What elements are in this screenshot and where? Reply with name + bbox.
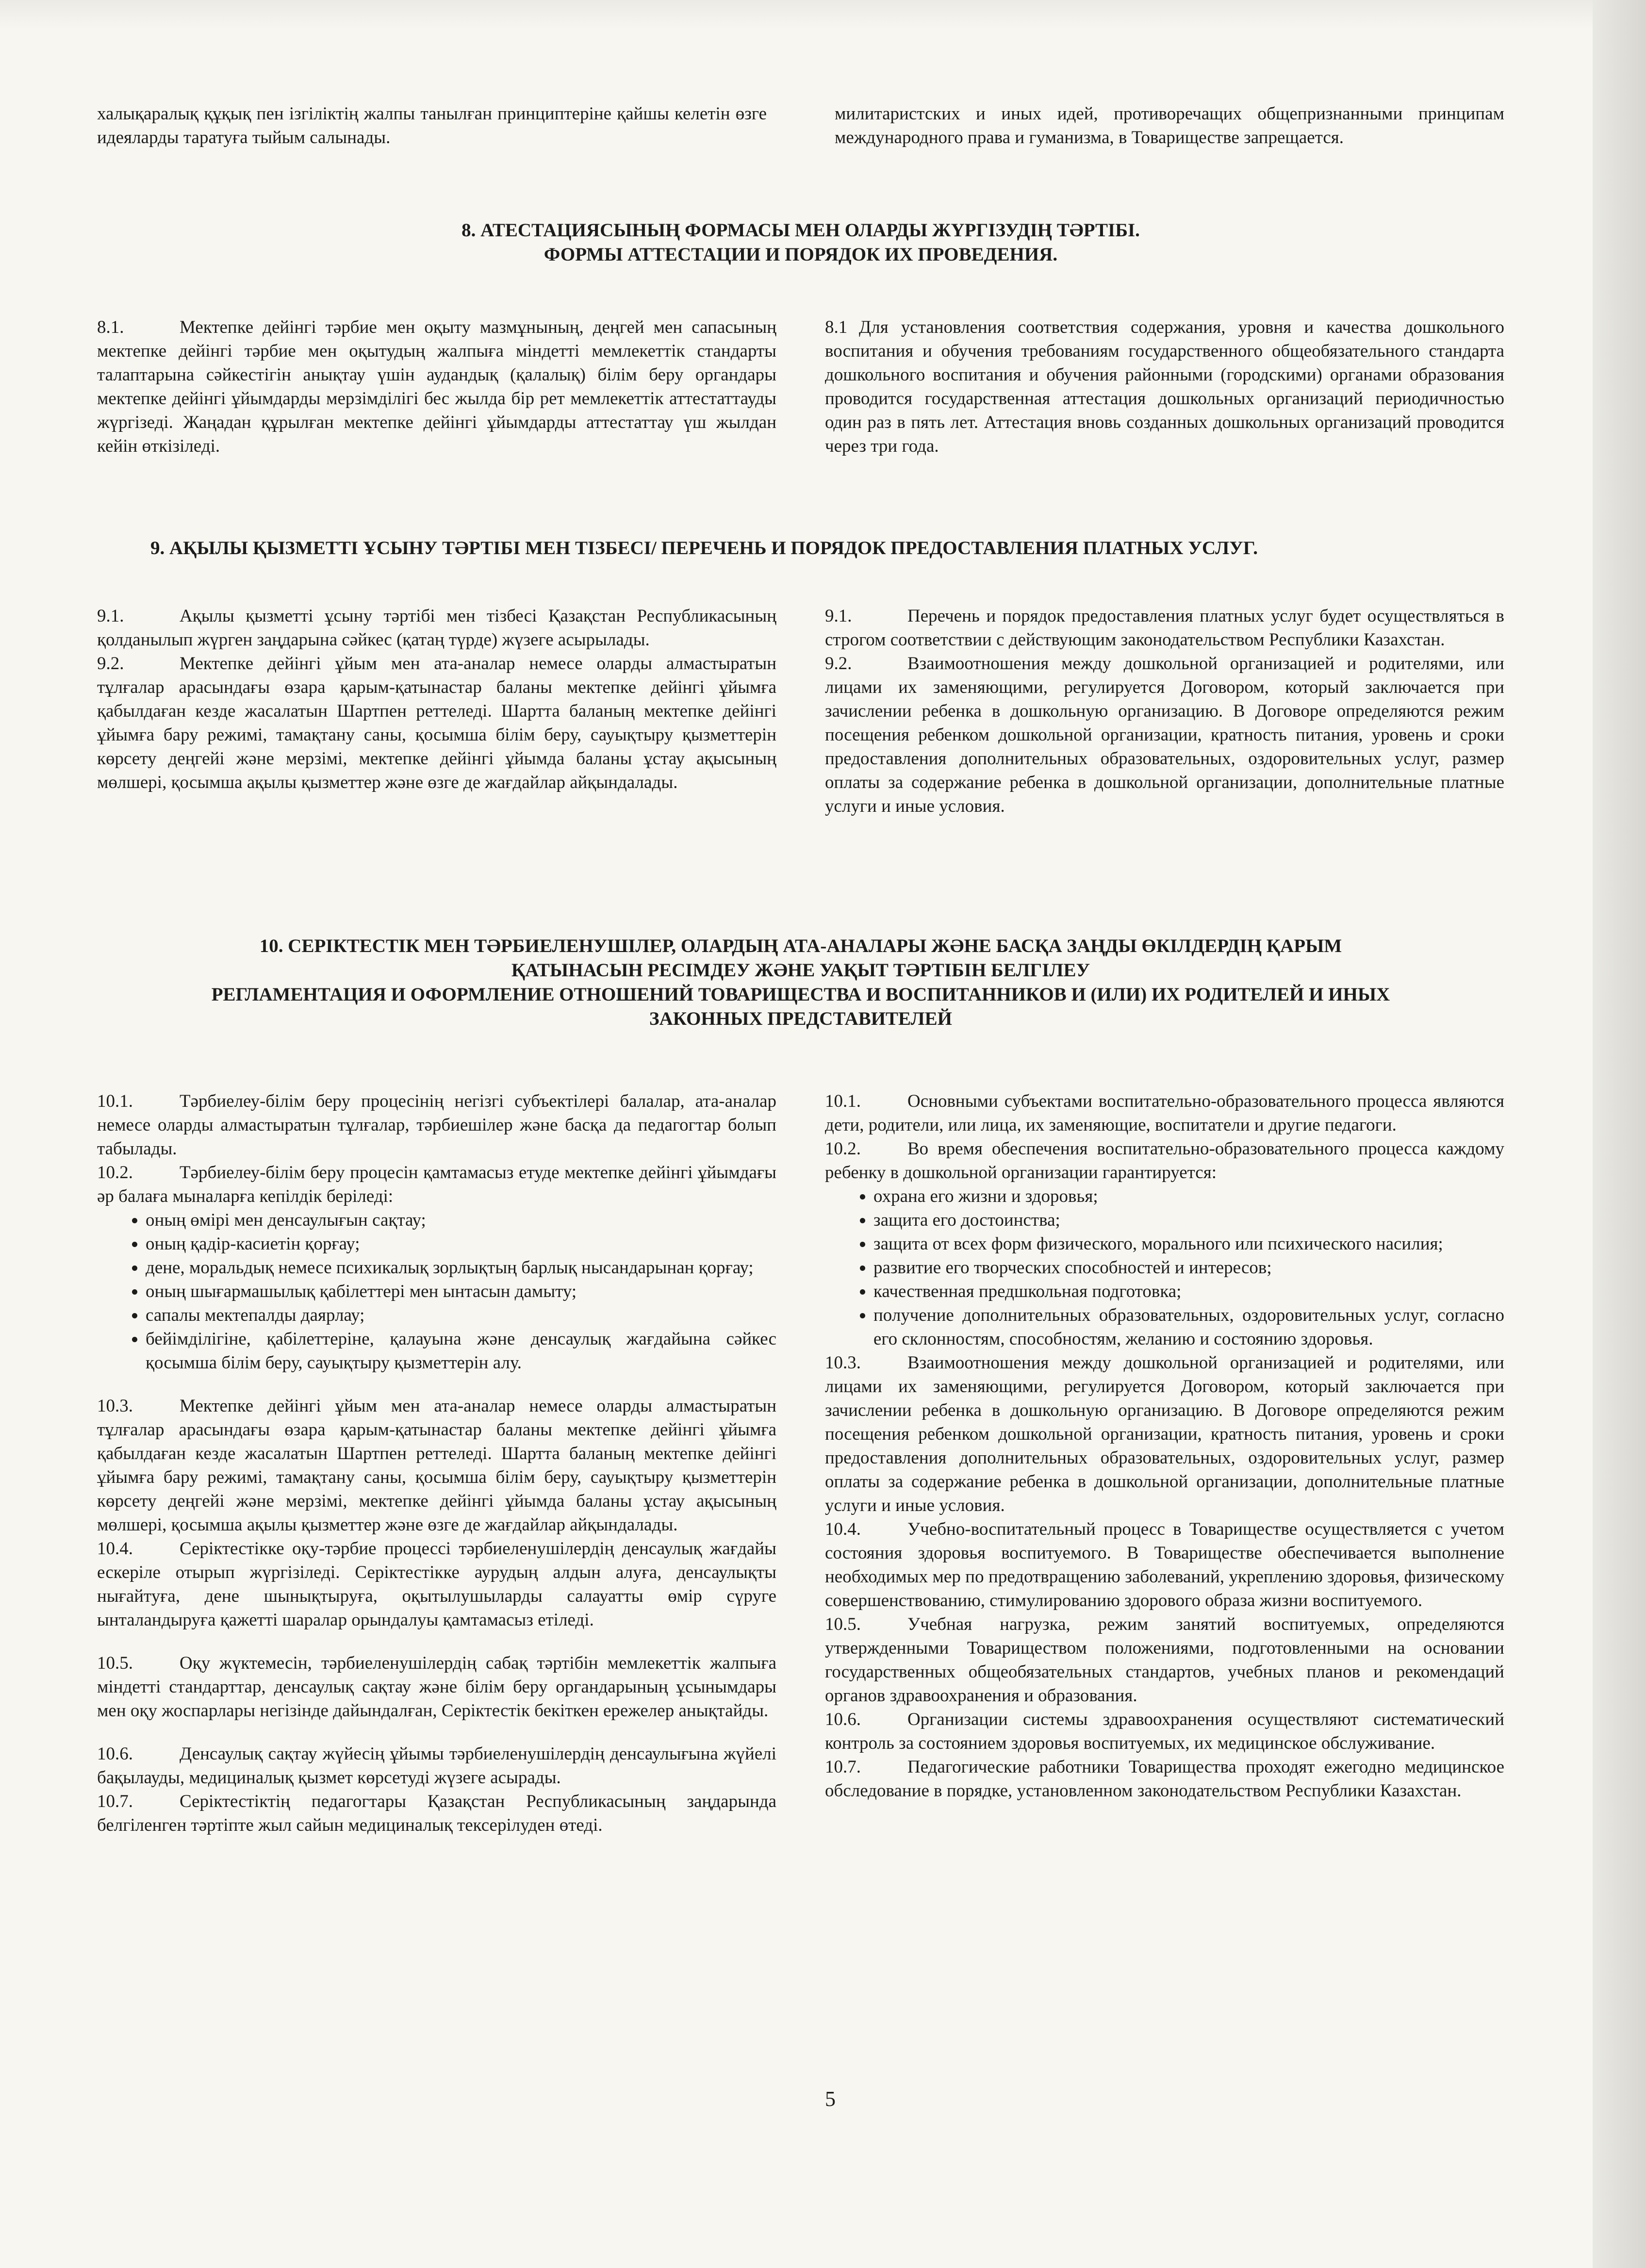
list-item: • дене, моральдық немесе психикалық зорлықтың барлық нысандарынан қорғау; (146, 1256, 776, 1280)
list-item: • оның шығармашылық қабілеттері мен ынтасын дамыту; (146, 1280, 776, 1303)
section-8-title-ru: ФОРМЫ АТТЕСТАЦИИ И ПОРЯДОК ИХ ПРОВЕДЕНИЯ. (543, 244, 1058, 265)
paragraph: 9.1. Ақылы қызметті ұсыну тәртібі мен тізбесі Қазақстан Республикасының қолданылып жүрген заңдарына сәйкес (қатаң түрде) жүзеге асырылады. (97, 606, 776, 650)
section-9-kk-column (97, 604, 776, 818)
list-item: • качественная предшкольная подготовка; (873, 1280, 1504, 1303)
paragraph: 10.6. Организации системы здравоохранения осуществляют систематический контроль за состоянием здоровья воспитуемых, их медицинское обслуживание. (825, 1709, 1504, 1753)
continuation-kk: халықаралық құқық пен ізгіліктің жалпы танылған принциптеріне қайшы келетін өзге идеяларды таратуға тыйым салынады. (97, 104, 767, 148)
paragraph: 10.3. Мектепке дейінгі ұйым мен ата-аналар немесе оларды алмастыратын тұлғалар арасындағы өзара қарым-қатынастар баланы мектепке дейінгі ұйымға қабылдаған кезде жасалатын Шартпен реттеледі. Шартта баланың мектепке дейінгі ұйымға бару режимі, тамақтану саны, қосымша білім беру, сауықтыру қызметтерін көрсету деңгейі және мерзімі, мектепке дейінгі ұйымда баланы ұстау ақысының мөлшері, қосымша ақылы қызметтер және өзге де жағдайлар айқындалады. (97, 1396, 776, 1535)
section-10-title-kk-line2: ҚАТЫНАСЫН РЕСІМДЕУ ЖӘНЕ УАҚЫТ ТӘРТІБІН БЕЛГІЛЕУ (511, 960, 1090, 981)
paragraph: 9.2. Взаимоотношения между дошкольной организацией и родителями, или лицами их заменяющими, регулируется Договором, который заключается при зачислении ребенка в дошкольную организацию. В Договоре определяются режим посещения ребенком дошкольной организации, кратность питания, уровень и сроки предоставления дополнительных образовательных, оздоровительных услуг, размер оплаты за содержание ребенка в дошкольной организации, дополнительные платные услуги и иные условия. (825, 654, 1504, 816)
section-8-title-kk: 8. АТЕСТАЦИЯСЫНЫҢ ФОРМАСЫ МЕН ОЛАРДЫ ЖҮРГІЗУДІҢ ТӘРТІБІ. (461, 220, 1140, 241)
paragraph: 9.2. Мектепке дейінгі ұйым мен ата-аналар немесе оларды алмастыратын тұлғалар арасындағы өзара қарым-қатынастар баланы мектепке дейінгі ұйымға қабылдаған кезде жасалатын Шартпен реттеледі. Шартта баланың мектепке дейінгі ұйымға бару режимі, тамақтану саны, қосымша білім беру, сауықтыру қызметтерін көрсету деңгейі және мерзімі, мектепке дейінгі ұйымда баланы ұстау ақысының мөлшері, қосымша ақылы қызметтер және өзге де жағдайлар айқындалады. (97, 654, 776, 792)
paragraph: 8.1 Для установления соответствия содержания, уровня и качества дошкольного воспитания и обучения требованиям государственного общеобязательного стандарта дошкольного воспитания и обучения районными (городскими) органами образования проводится государственная аттестация дошкольных организаций периодичностью один раз в пять лет. Аттестация вновь созданных дошкольных организаций проводится через три года. (825, 317, 1504, 456)
paragraph: 10.1. Основными субъектами воспитательно-образовательного процесса являются дети, родители, или лица, их заменяющие, воспитатели и другие педагоги. (825, 1091, 1504, 1135)
list-item: • оның өмірі мен денсаулығын сақтау; (146, 1208, 776, 1232)
section-8-ru-column (825, 315, 1504, 458)
section-9-title: 9. АҚЫЛЫ ҚЫЗМЕТТІ ҰСЫНУ ТӘРТІБІ МЕН ТІЗБЕСІ/ ПЕРЕЧЕНЬ И ПОРЯДОК ПРЕДОСТАВЛЕНИЯ ПЛАТНЫХ УСЛУГ. (150, 538, 1258, 559)
list-item: • развитие его творческих способностей и интересов; (873, 1256, 1504, 1280)
list-item: • получение дополнительных образовательных, оздоровительных услуг, согласно его склонностям, способностям, желанию и состоянию здоровья. (873, 1303, 1504, 1351)
section-10-title-ru-line1: РЕГЛАМЕНТАЦИЯ И ОФОРМЛЕНИЕ ОТНОШЕНИЙ ТОВАРИЩЕСТВА И ВОСПИТАННИКОВ И (ИЛИ) ИХ РОДИТЕЛЕЙ И ИНЫХ (211, 984, 1390, 1005)
paragraph: 10.4. Учебно-воспитательный процесс в Товариществе осуществляется с учетом состояния здоровья воспитуемого. В Товариществе обеспечивается выполнение необходимых мер по предотвращению заболеваний, укреплению здоровья, физическому совершенствованию, стимулированию здорового образа жизни воспитуемого. (825, 1519, 1504, 1611)
section-9-ru-column (825, 604, 1504, 818)
paragraph: 10.3. Взаимоотношения между дошкольной организацией и родителями, или лицами их заменяющими, регулируется Договором, который заключается при зачислении ребенка в дошкольную организацию. В Договоре определяются режим посещения ребенком дошкольной организации, кратность питания, уровень и сроки предоставления дополнительных образовательных, оздоровительных услуг, размер оплаты за содержание ребенка в дошкольной организации, дополнительные платные услуги и иные условия. (825, 1353, 1504, 1515)
section-9 (97, 536, 1504, 818)
section-10-title-ru-line2: ЗАКОННЫХ ПРЕДСТАВИТЕЛЕЙ (649, 1008, 952, 1029)
paragraph: 10.7. Педагогические работники Товарищества проходят ежегодно медицинское обследование в порядке, установленном законодательством Республики Казахстан. (825, 1757, 1504, 1801)
section-10 (97, 934, 1504, 1837)
paragraph: 9.1. Перечень и порядок предоставления платных услуг будет осуществляться в строгом соответствии с действующим законодательством Республики Казахстан. (825, 606, 1504, 650)
paragraph: 10.5. Оқу жүктемесін, тәрбиеленушілердің сабақ тәртібін мемлекеттік жалпыға міндетті стандарттар, денсаулық сақтау және білім беру органдарының ұсынымдары мен оқу жоспарлары негізінде дайындалған, Серіктестік бекіткен ережелер анықтайды. (97, 1653, 776, 1721)
list-item: • сапалы мектепалды даярлау; (146, 1303, 776, 1327)
list-item: • защита его достоинства; (873, 1208, 1504, 1232)
continuation-ru: милитаристских и иных идей, противоречащих общепризнанными принципам международного права и гуманизма, в Товариществе запрещается. (835, 104, 1504, 148)
paragraph: 10.2. Тәрбиелеу-білім беру процесін қамтамасыз етуде мектепке дейінгі ұйымдағы әр балаға мыналарға кепілдік беріледі: (97, 1163, 776, 1206)
list-item: • оның қадір-касиетін қорғау; (146, 1232, 776, 1256)
section-10-title-kk-line1: 10. СЕРІКТЕСТІК МЕН ТӘРБИЕЛЕНУШІЛЕР, ОЛАРДЫҢ АТА-АНАЛАРЫ ЖӘНЕ БАСҚА ЗАҢДЫ ӨКІЛДЕРДІҢ ҚАРЫМ (259, 936, 1342, 956)
section-8-kk-column (97, 315, 776, 458)
list-item: • бейімділігіне, қабілеттеріне, қалауына және денсаулық жағдайына сәйкес қосымша білім беру, сауықтыру қызметтерін алу. (146, 1327, 776, 1375)
paragraph: 10.1. Тәрбиелеу-білім беру процесінің негізгі субъектілері балалар, ата-аналар немесе оларды алмастыратын тұлғалар, тәрбиешілер және басқа да педагогтар болып табылады. (97, 1091, 776, 1159)
section-10-kk-column (97, 1089, 776, 1837)
paragraph: 10.4. Серіктестікке оқу-тәрбие процессі тәрбиеленушілердің денсаулық жағдайы ескеріле отырып жүргізіледі. Серіктестікке аурудың алдын алуға, денсаулықты нығайтуға, дене шынықтыруға, оқытылушыларды салауатты өмір сүруге ынталандыруға қажетті шаралар орындалуы қамтамасыз етіледі. (97, 1539, 776, 1630)
continuation-block (97, 102, 1504, 149)
paragraph: 10.6. Денсаулық сақтау жүйесің ұйымы тәрбиеленушілердің денсаулығына жүйелі бақылауды, медициналық қызмет көрсетуді жүзеге асырады. (97, 1744, 776, 1788)
scan-shadow-right (1593, 0, 1646, 2268)
paragraph: 10.2. Во время обеспечения воспитательно-образовательного процесса каждому ребенку в дошкольной организации гарантируется: (825, 1139, 1504, 1183)
list-item: • защита от всех форм физического, морального или психического насилия; (873, 1232, 1504, 1256)
section-8 (97, 218, 1504, 458)
list-item: • охрана его жизни и здоровья; (873, 1184, 1504, 1208)
paragraph: 10.7. Серіктестіктің педагогтары Қазақстан Республикасының заңдарында белгіленген тәртіпте жыл сайын медициналық тексерілуден өтеді. (97, 1791, 776, 1835)
paragraph: 10.5. Учебная нагрузка, режим занятий воспитуемых, определяются утвержденными Товариществом положениями, подготовленными на основании государственных общеобязательных стандартов, учебных планов и рекомендаций органов здравоохранения и образования. (825, 1614, 1504, 1706)
section-10-ru-column (825, 1089, 1504, 1837)
scan-shadow-top (0, 0, 1646, 29)
ru-guarantee-list (825, 1184, 1504, 1351)
kk-guarantee-list (97, 1208, 776, 1375)
paragraph: 8.1. Мектепке дейінгі тәрбие мен оқыту мазмұнының, деңгей мен сапасының мектепке дейінгі тәрбие мен оқытудың жалпыға міндетті мемлекеттік стандарты талаптарына сәйкестігін анықтау үшін аудандық (қалалық) білім беру органдары мектепке дейінгі ұйымдарды мерзімділігі бес жылда бір рет мемлекеттік аттестаттауды жүргізеді. Жаңадан құрылған мектепке дейінгі ұйымдарды аттестаттау үш жылдан кейін өткізіледі. (97, 317, 776, 456)
page-number: 5 (825, 2087, 836, 2111)
